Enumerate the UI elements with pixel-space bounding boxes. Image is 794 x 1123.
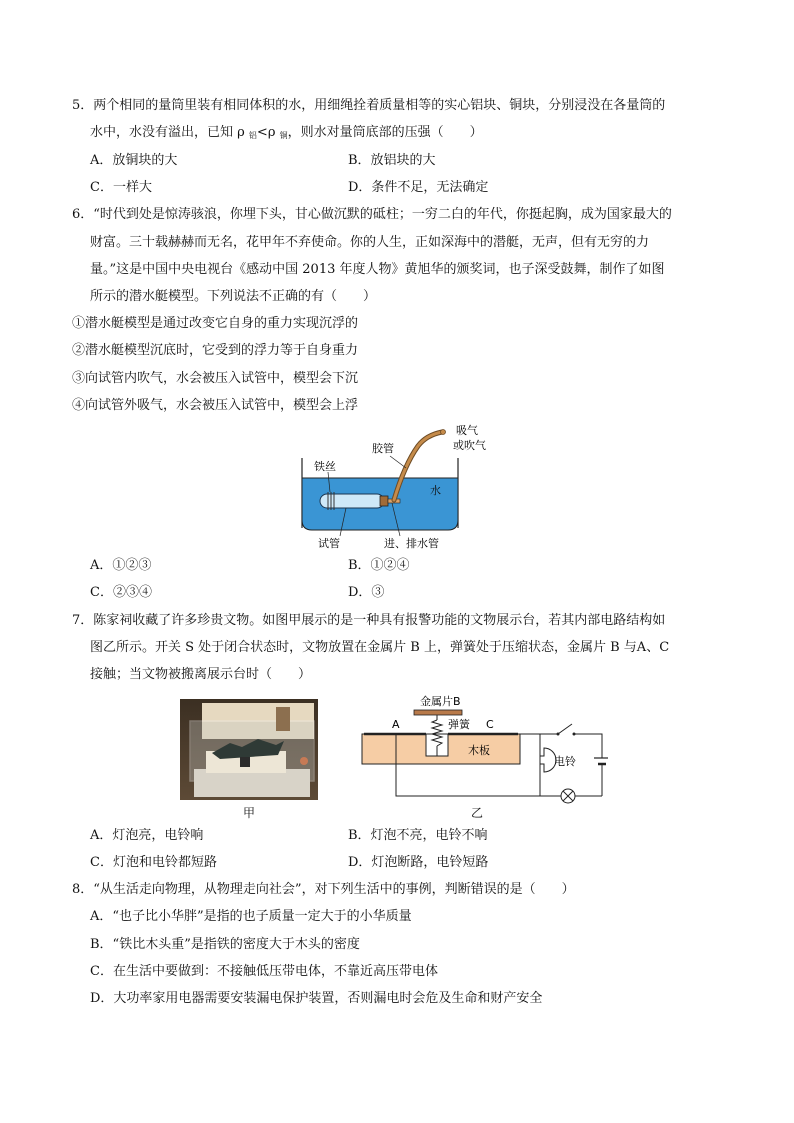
q5-option-b: B．放铝块的大 — [348, 153, 436, 168]
q5-subscript-cu: 铜 — [279, 131, 288, 140]
q8-option-b: B．“铁比木头重”是指铁的密度大于木头的密度 — [90, 937, 360, 952]
q8-stem-line1: 8．“从生活走向物理，从物理走向社会”，对下列生活中的事例，判断错误的是（ ） — [72, 882, 575, 897]
label-water: 水 — [430, 484, 441, 497]
q6-option-c: C．②③④ — [90, 585, 152, 600]
label-suck: 吸气 — [456, 424, 478, 437]
q5-stem-line2-c: ，则水对量筒底部的压强（ ） — [287, 125, 483, 140]
q6-statement-4: ④向试管外吸气，水会被压入试管中，模型会上浮 — [72, 398, 359, 413]
q7-stem-line1: 7．陈家祠收藏了许多珍贵文物。如图甲展示的是一种具有报警功能的文物展示台，若其内部电路结构如 — [72, 613, 666, 628]
q7-option-d: D．灯泡断路，电铃短路 — [348, 855, 489, 870]
label-blow: 或吹气 — [453, 439, 486, 452]
q7-option-c: C．灯泡和电铃都短路 — [90, 855, 217, 870]
caption-jia: 甲 — [242, 806, 255, 820]
label-pipe: 进、排水管 — [384, 537, 439, 550]
q5-stem-line2-b: <ρ — [256, 125, 280, 140]
submarine-model-figure — [290, 420, 510, 552]
q7-stem-line3: 接触；当文物被搬离展示台时（ ） — [90, 667, 312, 682]
q6-option-b: B．①②④ — [348, 558, 410, 573]
q5-option-a: A．放铜块的大 — [90, 153, 178, 168]
alarm-circuit-diagram — [358, 690, 608, 804]
q5-option-c: C．一样大 — [90, 180, 152, 195]
stopper — [380, 496, 388, 506]
q6-statement-3: ③向试管内吹气，水会被压入试管中，模型会下沉 — [72, 371, 359, 386]
q6-stem-line3: 量。”这是中国中央电视台《感动中国 2013 年度人物》黄旭华的颁奖词，也子深受鼓舞，制作了如图 — [90, 262, 665, 277]
label-test-tube: 试管 — [318, 537, 340, 550]
q6-stem-line2: 财富。三十载赫赫而无名，花甲年不弃使命。你的人生，正如深海中的潜艇，无声，但有无穷的力 — [90, 235, 650, 250]
q8-option-a: A．“也子比小华胖”是指的也子质量一定大于的小华质量 — [90, 909, 412, 924]
q6-statement-2: ②潜水艇模型沉底时，它受到的浮力等于自身重力 — [72, 343, 359, 358]
label-spring: 弹簧 — [448, 718, 470, 731]
q6-option-d: D．③ — [348, 585, 385, 600]
label-plate-b: 金属片B — [420, 695, 461, 708]
q7-option-b: B．灯泡不亮，电铃不响 — [348, 828, 488, 843]
display-case-photo — [180, 699, 318, 800]
q5-option-d: D．条件不足，无法确定 — [348, 180, 489, 195]
q7-option-a: A．灯泡亮，电铃响 — [90, 828, 204, 843]
label-a: A — [392, 718, 400, 731]
wire-c-branch — [518, 734, 540, 796]
hose-end — [441, 430, 446, 435]
q8-option-d: D．大功率家用电器需要安装漏电保护装置，否则漏电时会危及生命和财产安全 — [90, 991, 543, 1006]
test-tube — [320, 494, 384, 508]
q5-subscript-al: 铝 — [248, 131, 257, 140]
metal-plate-b — [414, 710, 462, 715]
q6-stem-line4: 所示的潜水艇模型。下列说法不正确的有（ ） — [90, 289, 377, 304]
q8-option-c: C．在生活中要做到：不接触低压带电体，不靠近高压带电体 — [90, 964, 438, 979]
label-iron-wire: 铁丝 — [314, 460, 336, 473]
q5-stem-line2-a: 水中，水没有溢出，已知 ρ — [90, 125, 249, 140]
q6-stem-line1: 6．“时代到处是惊涛骇浪，你埋下头，甘心做沉默的砥柱；一穷二白的年代，你挺起胸，成为国家最大的 — [72, 207, 672, 222]
label-bell: 电铃 — [554, 755, 576, 768]
q5-stem-line1: 5．两个相同的量筒里装有相同体积的水，用细绳拴着质量相等的实心铝块、铜块，分别浸没在各量筒的 — [72, 98, 666, 113]
q6-statement-1: ①潜水艇模型是通过改变它自身的重力实现沉浮的 — [72, 316, 359, 331]
display-base — [194, 769, 310, 797]
label-c: C — [486, 718, 494, 731]
q5-stem-line2 — [90, 124, 483, 145]
label-board: 木板 — [468, 744, 490, 757]
label-hose: 胶管 — [372, 442, 394, 455]
switch-s — [558, 724, 572, 734]
q7-stem-line2: 图乙所示。开关 S 处于闭合状态时，文物放置在金属片 B 上，弹簧处于压缩状态，金属片 B 与A、C — [90, 640, 670, 655]
q6-option-a: A．①②③ — [90, 558, 152, 573]
caption-yi: 乙 — [470, 806, 483, 820]
